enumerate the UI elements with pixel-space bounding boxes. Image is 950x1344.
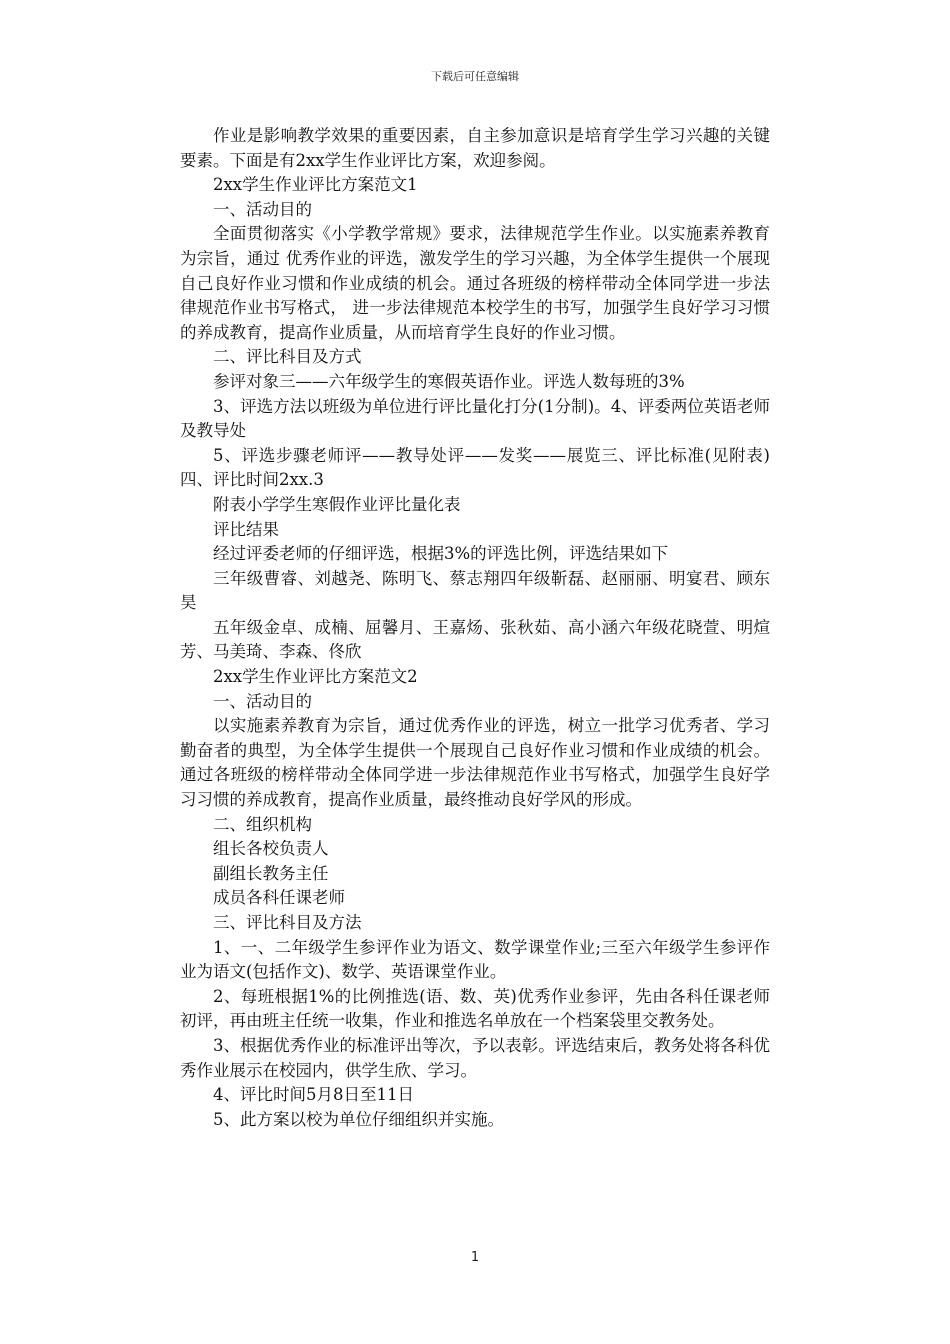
- paragraph: 组长各校负责人: [213, 839, 329, 859]
- heading-organization: 二、组织机构: [213, 814, 312, 834]
- heading-activity-purpose: 一、活动目的: [213, 199, 312, 219]
- paragraph: 经过评委老师的仔细评选，根据3%的评选比例，评选结果如下: [213, 544, 669, 564]
- paragraph: 附表小学学生寒假作业评比量化表: [213, 494, 461, 514]
- section-title-2: 2xx学生作业评比方案范文2: [213, 667, 418, 687]
- paragraph: 副组长教务主任: [213, 863, 329, 883]
- paragraph: 成员各科任课老师: [213, 888, 345, 908]
- heading-results: 评比结果: [213, 519, 279, 539]
- paragraph: 五年级金卓、成楠、屈馨月、王嘉炀、张秋茹、高小涵六年级花晓萱、明煊芳、马美琦、李森、佟欣: [180, 617, 770, 662]
- paragraph: 5、此方案以校为单位仔细组织并实施。: [213, 1109, 504, 1129]
- paragraph: 全面贯彻落实《小学教学常规》要求，法律规范学生作业。以实施素养教育为宗旨，通过 优秀作业的评选，激发学生的学习兴趣，为全体学生提供一个展现自己良好作业习惯和作业成绩的机会。通过各班级的榜样带动全体同学进一步法律规范作业书写格式， 进一步法律规范本校学生的书写，加强学生良好学习习惯的养成教育，提高作业质量，从而培育学生良好的作业习惯。: [180, 224, 770, 342]
- heading-subjects-methods: 三、评比科目及方法: [213, 913, 362, 932]
- paragraph: 三年级曹睿、刘越尧、陈明飞、蔡志翔四年级靳磊、赵丽丽、明宴君、顾东昊: [180, 568, 770, 613]
- page-header-note: 下载后可任意编辑: [431, 70, 519, 83]
- paragraph: 5、评选步骤老师评——教导处评——发奖——展览三、评比标准(见附表)四、评比时间2xx.3: [180, 445, 770, 490]
- paragraph: 4、评比时间5月8日至11日: [213, 1085, 414, 1105]
- paragraph: 3、评选方法以班级为单位进行评比量化打分(1分制)。4、评委两位英语老师及教导处: [180, 396, 770, 441]
- paragraph: 参评对象三——六年级学生的寒假英语作业。评选人数每班的3%: [213, 371, 685, 391]
- paragraph: 2、每班根据1%的比例推选(语、数、英)优秀作业参评，先由各科任课老师初评，再由班主任统一收集，作业和推选名单放在一个档案袋里交教务处。: [180, 986, 770, 1031]
- section-title-1: 2xx学生作业评比方案范文1: [213, 175, 418, 195]
- paragraph: 1、一、二年级学生参评作业为语文、数学课堂作业;三至六年级学生参评作业为语文(包括作文)、数学、英语课堂作业。: [180, 937, 770, 982]
- heading-activity-purpose: 一、活动目的: [213, 691, 312, 711]
- intro-paragraph: 作业是影响教学效果的重要因素，自主参加意识是培育学生学习兴趣的关键要素。下面是有2xx学生作业评比方案，欢迎参阅。: [180, 126, 770, 170]
- heading-subjects-methods: 二、评比科目及方式: [213, 347, 362, 367]
- paragraph: 以实施素养教育为宗旨，通过优秀作业的评选，树立一批学习优秀者、学习勤奋者的典型，为全体学生提供一个展现自己良好作业习惯和作业成绩的机会。通过各班级的榜样带动全体同学进一步法律规范作业书写格式，加强学生良好学习习惯的养成教育，提高作业质量，最终推动良好学风的形成。: [180, 716, 770, 810]
- page-number: 1: [470, 1250, 480, 1265]
- document-body: [180, 124, 770, 1132]
- paragraph: 3、根据优秀作业的标准评出等次，予以表彰。评选结束后，教务处将各科优秀作业展示在校园内，供学生欣、学习。: [180, 1035, 770, 1080]
